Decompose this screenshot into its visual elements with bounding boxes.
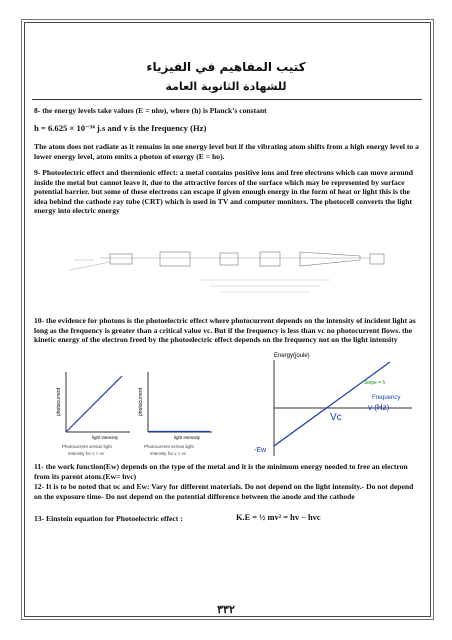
graph1-xlabel: light intensity xyxy=(92,435,119,440)
graph1-caption1: Photocurrent versus light xyxy=(62,444,112,449)
page-number: ٣٣٢ xyxy=(217,604,235,616)
graph3-vc: Vc xyxy=(330,412,342,423)
item-12: 12- It is to be noted that υc and Ew: Vary for different materials. Do not depend on the light intensity.- Do not depend on the exposure time- Do not depend on the potential difference between the anode and the cathode xyxy=(34,482,414,501)
graph-photocurrent-v-less xyxy=(134,368,214,460)
graph-photocurrent-v-greater xyxy=(52,368,132,460)
graph-energy-frequency xyxy=(252,348,416,464)
item-8-formula: h = 6.625 × 10⁻³⁴ j.s and v is the frequency (Hz) xyxy=(34,123,207,133)
graph3-ew: -Ew xyxy=(254,447,267,454)
item-13-label: 13- Einstein equation for Photoelectric effect : xyxy=(34,514,183,523)
header-title: كتيب المفاهيم في الفيزياء xyxy=(146,60,306,74)
graph3-ylabel: Energy(joule) xyxy=(274,353,310,359)
header-rule xyxy=(32,99,422,100)
item-13-formula: K.E = ½ mv² = hv − hvc xyxy=(236,513,321,522)
graph3-xlabel2: v (Hz) xyxy=(368,403,390,412)
photocell-diagram xyxy=(70,240,400,300)
graph3-xlabel1: Frequency xyxy=(372,395,401,401)
item-8: 8- the energy levels take values (E = nhυ), where (h) is Planck’s constant xyxy=(34,106,267,115)
item-10: 10- the evidence for photons is the photoelectric effect where photocurrent depends on the intensity of incident light as long as the frequency is greater than a critical value vc. But if the frequency is less than vc no photocurrent flows. the kinetic energy of the electron freed by the photoelectric effect depends on the frequency not on the light intensity xyxy=(34,316,416,345)
graph2-ylabel: photocurrent xyxy=(138,387,144,416)
graph2-xlabel: light intensity xyxy=(174,435,201,440)
graph2-caption2: intensity for v < vc xyxy=(150,451,187,456)
item-11: 11- the work function(Ew) depends on the type of the metal and it is the minimum energy needed to free an electron from its parent atom.(Ew= hvc) xyxy=(34,462,408,481)
graph1-caption2: intensity for v > vc xyxy=(68,451,105,456)
atom-note: The atom does not radiate as it remains in one energy level but if the vibrating atom shifts from a high energy level to a lower energy level, atom emits a photon of energy (E = hυ). xyxy=(34,142,419,161)
header-subtitle: للشهادة الثانوية العامة xyxy=(165,80,287,93)
item-9: 9- Photoelectric effect and thermionic effect: a metal contains positive ions and free electrons which can move around inside the metal but cannot leave it, due to the attractive forces of the surface which may be represented by surface potential barrier. but some of these electrons can escape if given enough energy in the form of heat or light this is the idea behind the cathode ray tube (CRT) which is used in TV and computer monitors. The photocell converts the light energy into electric energy xyxy=(34,168,413,216)
graph1-ylabel: photocurrent xyxy=(56,387,62,416)
graph3-slope: Slope = h xyxy=(364,380,386,386)
graph2-caption1: Photocurrent versus light xyxy=(144,444,194,449)
